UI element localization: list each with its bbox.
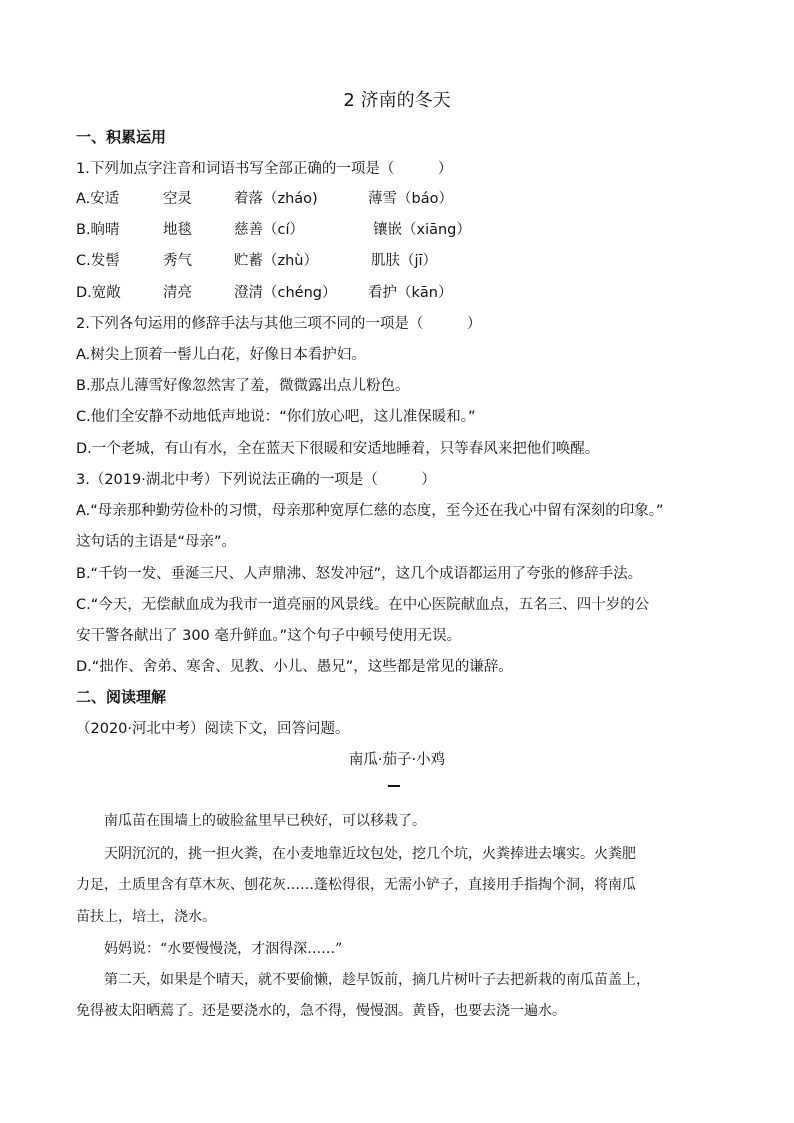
section-number-one-mark [388, 785, 400, 787]
question-2-option-d: D.一个老城，有山有水，全在蓝天下很暖和安适地睡着，只等春风来把他们唤醒。 [76, 441, 600, 457]
story-paragraph-line-7: 免得被太阳晒蔫了。还是要浇水的，急不得，慢慢洇。黄昏，也要去浇一遍水。 [76, 1003, 566, 1019]
option-d-word-3: 澄清（chéng） [234, 285, 337, 301]
option-a-word-4: 薄雪（báo） [368, 191, 453, 207]
story-title: 南瓜·茄子·小鸡 [348, 752, 446, 768]
question-1-option-a [76, 187, 776, 207]
question-1-stem: 1.下列加点字注音和词语书写全部正确的一项是（ ） [76, 161, 453, 177]
option-a-word-3: 着落（zháo) [234, 191, 318, 207]
option-a-word-1: A.安适 [76, 191, 120, 207]
option-c-word-2: 秀气 [163, 253, 192, 269]
question-2-option-a: A.树尖上顶着一髻儿白花，好像日本看护妇。 [76, 347, 366, 363]
question-1-option-d [76, 281, 776, 301]
story-paragraph-line-4: 苗扶上，培土，浇水。 [76, 909, 216, 925]
option-b-word-3: 慈善（cí） [234, 222, 305, 238]
question-2-option-b: B.那点儿薄雪好像忽然害了羞，微微露出点儿粉色。 [76, 378, 410, 394]
story-paragraph-line-6: 第二天，如果是个晴天，就不要偷懒，趁早饭前，摘几片树叶子去把新栽的南瓜苗盖上， [76, 972, 650, 988]
section-heading-reading: 二、阅读理解 [76, 688, 167, 706]
option-d-word-2: 清亮 [163, 285, 192, 301]
option-c-word-1: C.发髻 [76, 253, 120, 269]
story-paragraph-line-3: 力足，土质里含有草木灰、刨花灰……蓬松得很，无需小铲子，直接用手指掏个洞，将南瓜 [76, 877, 636, 893]
option-b-word-1: B.晌晴 [76, 222, 120, 238]
question-3-option-c: C.“今天，无偿献血成为我市一道亮丽的风景线。在中心医院献血点，五名三、四十岁的公 [76, 597, 650, 613]
question-3-option-a: A.“母亲那种勤劳俭朴的习惯，母亲那种宽厚仁慈的态度，至今还在我心中留有深刻的印象。” [76, 503, 664, 519]
question-1-option-b [76, 218, 776, 238]
option-b-word-2: 地毯 [163, 222, 192, 238]
option-d-word-1: D.宽敞 [76, 285, 121, 301]
section-heading-accumulation: 一、积累运用 [76, 128, 167, 146]
option-d-word-4: 看护（kān） [368, 285, 453, 301]
question-3-option-d: D.“拙作、舍弟、寒舍、见教、小儿、愚兄”，这些都是常见的谦辞。 [76, 659, 513, 675]
story-paragraph-line-2: 天阴沉沉的，挑一担火粪，在小麦地靠近坟包处，挖几个坑，火粪捧进去壤实。火粪肥 [76, 846, 636, 862]
question-1-option-c [76, 249, 776, 269]
question-2-stem: 2.下列各句运用的修辞手法与其他三项不同的一项是（ ） [76, 316, 482, 332]
option-c-word-4: 肌肤（jī） [371, 253, 438, 269]
reading-intro: （2020·河北中考）阅读下文，回答问题。 [76, 721, 350, 737]
page-title: 2 济南的冬天 [343, 90, 451, 111]
option-a-word-2: 空灵 [163, 191, 192, 207]
question-2-option-c: C.他们全安静不动地低声地说：“你们放心吧，这儿准保暖和。” [76, 409, 476, 425]
question-3-option-a-cont: 这句话的主语是“母亲”。 [76, 534, 237, 550]
option-b-word-4: 镶嵌（xiāng） [373, 222, 471, 238]
question-3-option-c-cont: 安干警各献出了 300 毫升鲜血。”这个句子中顿号使用无误。 [76, 628, 462, 644]
story-paragraph-line-1: 南瓜苗在围墙上的破脸盆里早已秧好，可以移栽了。 [76, 813, 426, 829]
story-paragraph-line-5: 妈妈说：“水要慢慢浇，才洇得深……” [76, 941, 343, 957]
question-3-option-b: B.“千钧一发、垂涎三尺、人声鼎沸、怒发冲冠”，这几个成语都运用了夸张的修辞手法。 [76, 566, 643, 582]
option-c-word-3: 贮蓄（zhù） [234, 253, 318, 269]
question-3-stem: 3.（2019·湖北中考）下列说法正确的一项是（ ） [76, 472, 436, 488]
